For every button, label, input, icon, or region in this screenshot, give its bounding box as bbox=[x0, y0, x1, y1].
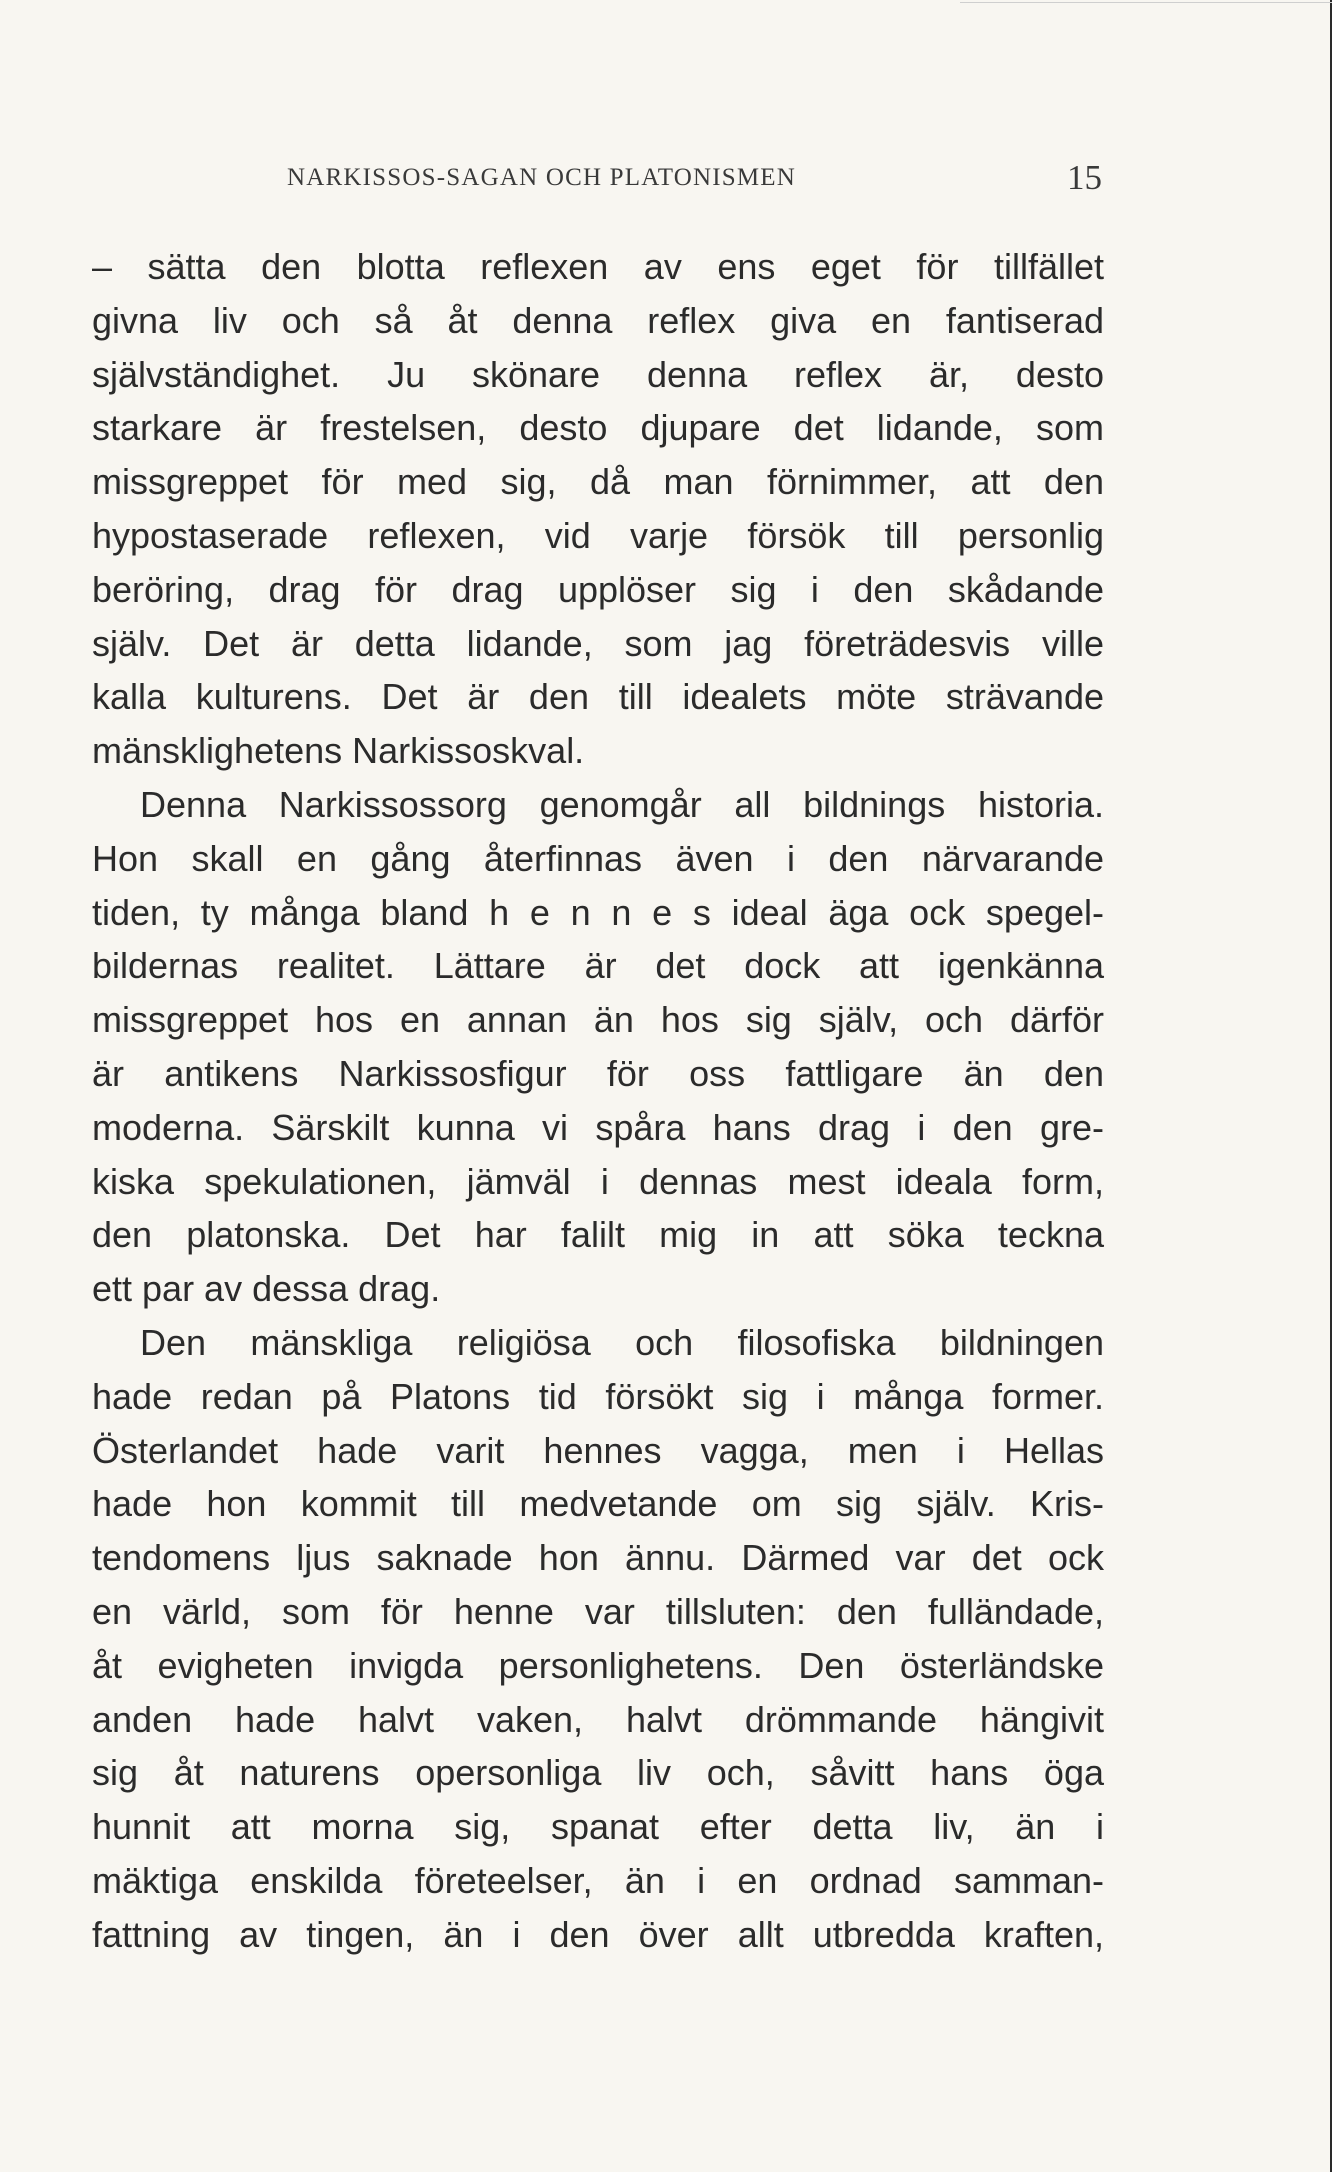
text-line: beröring, drag för drag upplöser sig i den skådande bbox=[92, 568, 1104, 610]
text-line: själv. Det är detta lidande, som jag företrädesvis ville bbox=[92, 622, 1104, 664]
paragraph-start-line: Den mänskliga religiösa och filosofiska bildningen bbox=[140, 1321, 1104, 1363]
text-line: missgreppet hos en annan än hos sig själv, och därför bbox=[92, 999, 1104, 1041]
body-text bbox=[92, 240, 1104, 1962]
paragraph-end-line: ett par av dessa drag. bbox=[92, 1268, 441, 1310]
paragraph-end-line: mänsklighetens Narkissoskval. bbox=[92, 730, 585, 772]
text-line: är antikens Narkissosfigur för oss fattligare än den bbox=[92, 1052, 1104, 1094]
page-header bbox=[92, 160, 1102, 200]
text-line: givna liv och så åt denna reflex giva en fantiserad bbox=[92, 299, 1104, 341]
text-line: starkare är frestelsen, desto djupare det lidande, som bbox=[92, 407, 1104, 449]
text-line: åt evigheten invigda personlighetens. Den österländske bbox=[92, 1644, 1104, 1686]
text-line: hade hon kommit till medvetande om sig själv. Kris- bbox=[92, 1483, 1104, 1525]
running-title: NARKISSOS-SAGAN OCH PLATONISMEN bbox=[287, 164, 797, 191]
text-line: hunnit att morna sig, spanat efter detta liv, än i bbox=[92, 1806, 1104, 1848]
page-number: 15 bbox=[1067, 158, 1102, 197]
text-line: kiska spekulationen, jämväl i dennas mest ideala form, bbox=[92, 1160, 1104, 1202]
text-line: moderna. Särskilt kunna vi spåra hans drag i den gre- bbox=[92, 1106, 1104, 1148]
text-line: sig åt naturens opersonliga liv och, såvitt hans öga bbox=[92, 1752, 1104, 1794]
text-line: hypostaserade reflexen, vid varje försök till personlig bbox=[92, 514, 1104, 556]
text-line: den platonska. Det har falilt mig in att söka teckna bbox=[92, 1214, 1104, 1256]
text-line: anden hade halvt vaken, halvt drömmande hängivit bbox=[92, 1698, 1104, 1740]
text-line: hade redan på Platons tid försökt sig i många former. bbox=[92, 1375, 1104, 1417]
text-line: missgreppet för med sig, då man förnimmer, att den bbox=[92, 461, 1104, 503]
text-line: Österlandet hade varit hennes vagga, men i Hellas bbox=[92, 1429, 1104, 1471]
text-line: tiden, ty många bland h e n n e s ideal äga ock spegel- bbox=[92, 891, 1104, 933]
text-line: fattning av tingen, än i den över allt utbredda kraften, bbox=[92, 1913, 1104, 1955]
text-line: bildernas realitet. Lättare är det dock att igenkänna bbox=[92, 945, 1104, 987]
text-line: mäktiga enskilda företeelser, än i en ordnad samman- bbox=[92, 1859, 1104, 1901]
text-line: självständighet. Ju skönare denna reflex är, desto bbox=[92, 353, 1104, 395]
text-line: Hon skall en gång återfinnas även i den närvarande bbox=[92, 837, 1104, 879]
paragraph-start-line: Denna Narkissossorg genomgår all bildnings historia. bbox=[140, 783, 1104, 825]
text-line: – sätta den blotta reflexen av ens eget för tillfället bbox=[92, 246, 1104, 287]
text-line: kalla kulturens. Det är den till idealets möte strävande bbox=[92, 676, 1104, 718]
text-line: en värld, som för henne var tillsluten: den fulländade, bbox=[92, 1590, 1104, 1632]
page-top-edge bbox=[960, 2, 1332, 3]
text-line: tendomens ljus saknade hon ännu. Därmed var det ock bbox=[92, 1537, 1104, 1579]
